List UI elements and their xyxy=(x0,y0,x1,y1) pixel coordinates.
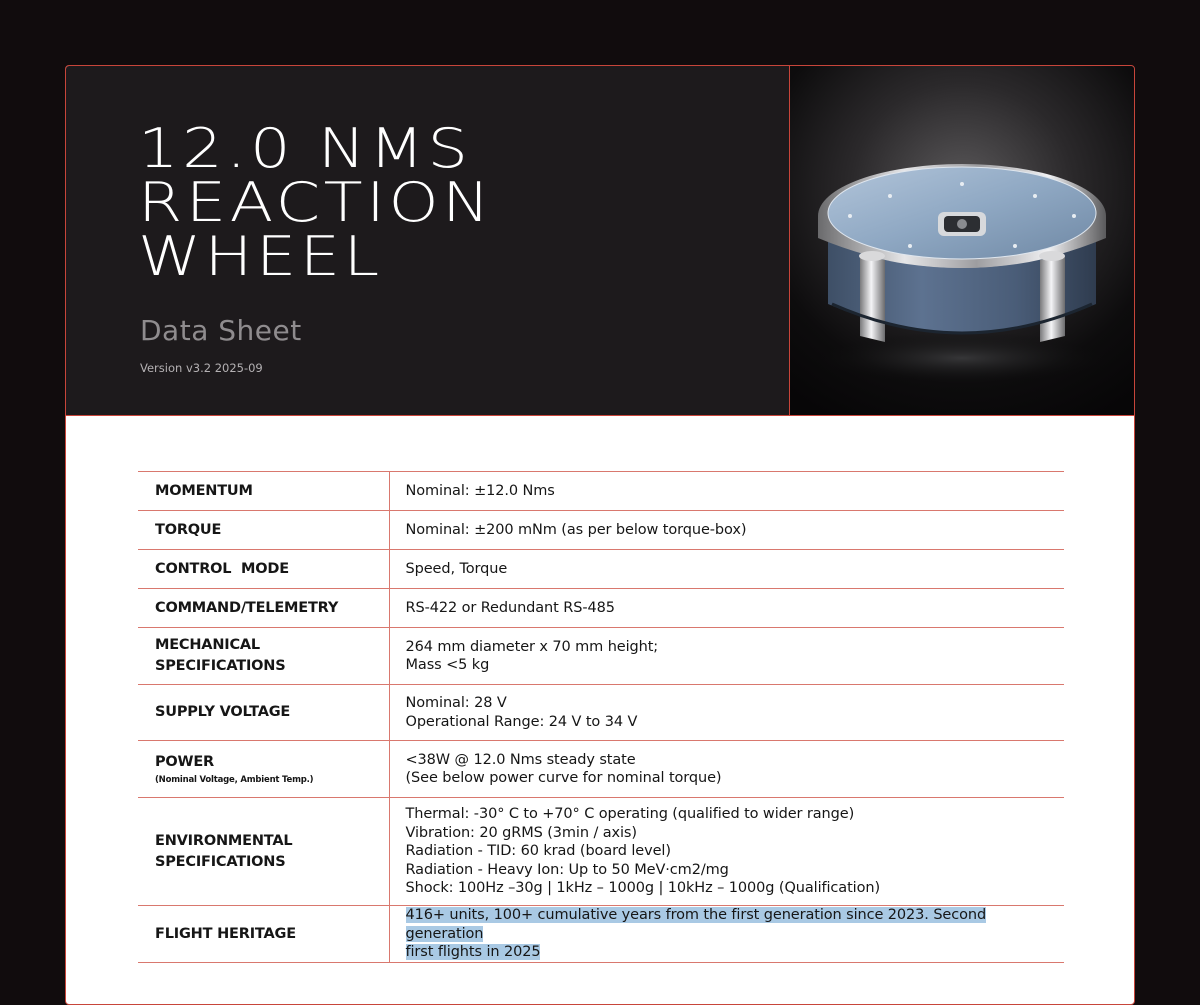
table-row xyxy=(138,472,1064,511)
spec-value-line[interactable] xyxy=(406,943,1055,962)
spec-value-line: RS-422 or Redundant RS-485 xyxy=(405,599,615,616)
spec-value xyxy=(389,628,1064,685)
spec-label xyxy=(138,628,389,685)
selected-text[interactable]: first flights in 2025 xyxy=(405,944,541,961)
spec-value xyxy=(389,550,1064,589)
spec-label xyxy=(138,798,389,906)
spec-value-line: (See below power curve for nominal torque) xyxy=(405,770,722,786)
spec-value-line: 264 mm diameter x 70 mm height; xyxy=(405,638,659,655)
spec-value xyxy=(389,741,1064,798)
hero-header xyxy=(66,66,1134,416)
table-row xyxy=(138,741,1064,798)
spec-label: SUPPLY VOLTAGE xyxy=(138,685,389,741)
table-row xyxy=(138,550,1064,589)
spec-label-line: POWER xyxy=(155,753,215,770)
table-row xyxy=(138,628,1064,685)
title-line: WHEEL xyxy=(138,225,383,288)
table-row xyxy=(138,511,1064,550)
spec-label-line: ENVIRONMENTAL xyxy=(155,832,293,849)
spec-value xyxy=(389,685,1064,741)
spec-value-line: Nominal: ±200 mNm (as per below torque-box) xyxy=(405,521,747,538)
spec-value[interactable] xyxy=(389,906,1064,963)
spec-label: FLIGHT HERITAGE xyxy=(138,906,389,963)
spec-value-line: Mass <5 kg xyxy=(405,657,490,673)
spec-label-line: SPECIFICATIONS xyxy=(155,658,286,674)
spec-label: MOMENTUM xyxy=(138,472,389,511)
title-line: 12.0 NMS xyxy=(138,117,472,180)
spec-label-note: (Nominal Voltage, Ambient Temp.) xyxy=(155,774,314,785)
spec-value-line: <38W @ 12.0 Nms steady state xyxy=(405,751,636,768)
spec-value xyxy=(389,798,1064,906)
spec-value-line: Operational Range: 24 V to 34 V xyxy=(405,713,638,730)
table-row xyxy=(138,906,1064,963)
table-row xyxy=(138,798,1064,906)
spec-value-line: Vibration: 20 gRMS (3min / axis) xyxy=(405,824,637,841)
spec-value xyxy=(389,589,1064,628)
title-line: REACTION xyxy=(138,171,494,234)
spec-value-line: Radiation - TID: 60 krad (board level) xyxy=(405,843,671,860)
spec-value-line: Radiation - Heavy Ion: Up to 50 MeV·cm2/mg xyxy=(405,861,729,878)
spec-label-line: MECHANICAL xyxy=(155,637,260,653)
table-row xyxy=(138,589,1064,628)
spec-label: CONTROL MODE xyxy=(138,550,389,589)
spec-value-line: Speed, Torque xyxy=(405,560,508,577)
spec-table xyxy=(138,471,1064,963)
selected-text[interactable]: 416+ units, 100+ cumulative years from the first generation since 2023. Second generation xyxy=(405,907,987,942)
spec-label-line: SPECIFICATIONS xyxy=(155,853,286,870)
spec-value xyxy=(389,511,1064,550)
spec-label xyxy=(138,741,389,798)
version-label: Version v3.2 2025-09 xyxy=(140,361,263,375)
reaction-wheel-image xyxy=(790,66,1135,415)
spec-value xyxy=(389,472,1064,511)
spec-value-line: Nominal: 28 V xyxy=(405,695,507,711)
spec-value-line: Thermal: -30° C to +70° C operating (qualified to wider range) xyxy=(405,806,855,823)
page-title xyxy=(138,117,494,288)
spec-value-line[interactable] xyxy=(406,906,1055,943)
subtitle: Data Sheet xyxy=(140,314,302,347)
spec-label: TORQUE xyxy=(138,511,389,550)
spec-label: COMMAND/TELEMETRY xyxy=(138,589,389,628)
product-photo xyxy=(789,66,1135,415)
datasheet-page xyxy=(65,65,1135,1005)
spec-value-line: Shock: 100Hz –30g | 1kHz – 1000g | 10kHz – 1000g (Qualification) xyxy=(405,880,881,897)
table-row xyxy=(138,685,1064,741)
spec-value-line: Nominal: ±12.0 Nms xyxy=(405,482,555,499)
